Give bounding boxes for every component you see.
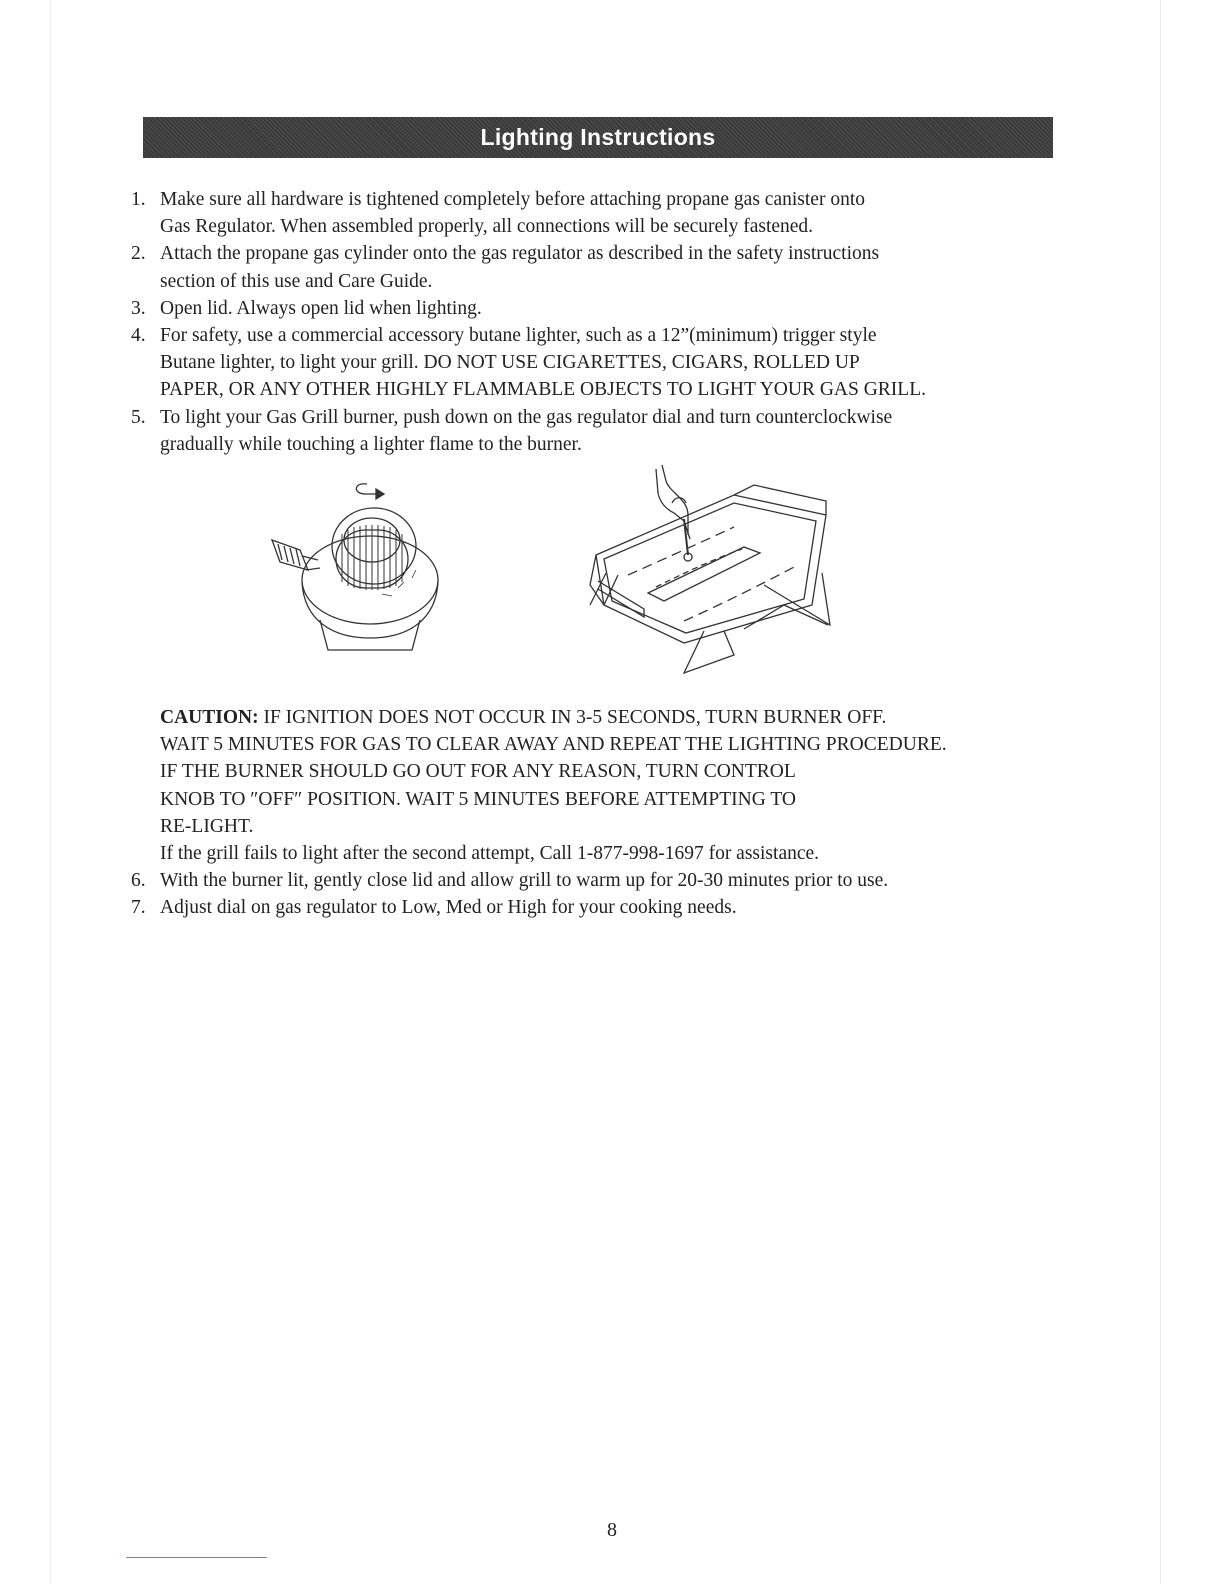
caution-text: IF IGNITION DOES NOT OCCUR IN 3-5 SECONDS, TURN BURNER OFF.: [258, 707, 887, 728]
caution-line: RE-LIGHT.: [160, 815, 254, 837]
caution-line: WAIT 5 MINUTES FOR GAS TO CLEAR AWAY AND REPEAT THE LIGHTING PROCEDURE.: [160, 734, 947, 756]
step-text-line: To light your Gas Grill burner, push down on the gas regulator dial and turn counterclockwise: [160, 406, 893, 428]
step-text-line: Adjust dial on gas regulator to Low, Med or High for your cooking needs.: [160, 897, 737, 919]
section-title: Lighting Instructions: [480, 124, 716, 150]
step-number: 7.: [131, 897, 146, 919]
footer-rule: [126, 1557, 267, 1558]
step-item: [131, 867, 1091, 894]
step-text-line: section of this use and Care Guide.: [160, 270, 433, 292]
step-number: 5.: [131, 406, 146, 428]
step-number: 2.: [131, 243, 146, 265]
step-text-line: Make sure all hardware is tightened completely before attaching propane gas canister onto: [160, 189, 865, 210]
step-item: [131, 186, 1091, 240]
steps-list: [131, 186, 1091, 458]
page-edge-left: [50, 0, 51, 1584]
step-text-line: Attach the propane gas cylinder onto the gas regulator as described in the safety instructions: [160, 243, 880, 265]
step-text-line: Butane lighter, to light your grill. DO NOT USE CIGARETTES, CIGARS, ROLLED UP: [160, 352, 860, 374]
step-item: [131, 404, 1091, 458]
page-number: 8: [607, 1519, 617, 1541]
step-item: [131, 240, 1091, 294]
step-text-line: Open lid. Always open lid when lighting.: [160, 297, 482, 319]
gas-regulator-icon: [262, 470, 462, 670]
step-text-line: PAPER, OR ANY OTHER HIGHLY FLAMMABLE OBJECTS TO LIGHT YOUR GAS GRILL.: [160, 379, 927, 401]
caution-line: If the grill fails to light after the second attempt, Call 1-877-998-1697 for assistance.: [160, 843, 820, 865]
caution-line: KNOB TO ″OFF″ POSITION. WAIT 5 MINUTES BEFORE ATTEMPTING TO: [160, 788, 796, 810]
step-number: 3.: [131, 297, 146, 319]
section-banner: [143, 117, 1053, 158]
step-text-line: For safety, use a commercial accessory butane lighter, such as a 12”(minimum) trigger style: [160, 325, 877, 347]
step-number: 4.: [131, 325, 146, 347]
step-item: [131, 322, 1091, 404]
caution-line: [160, 704, 1100, 731]
step-item: [131, 295, 1091, 322]
caution-label: CAUTION:: [160, 707, 259, 728]
step-item: [131, 894, 1091, 921]
page-edge-right: [1160, 0, 1161, 1584]
step-text-line: gradually while touching a lighter flame to the burner.: [160, 433, 582, 455]
step-number: 6.: [131, 870, 146, 891]
caution-line: IF THE BURNER SHOULD GO OUT FOR ANY REASON, TURN CONTROL: [160, 761, 796, 783]
step-number: 1.: [131, 189, 146, 210]
caution-block: [160, 704, 1100, 867]
steps-list-continued: [131, 867, 1091, 921]
step-text-line: Gas Regulator. When assembled properly, all connections will be securely fastened.: [160, 216, 814, 238]
grill-lighting-icon: [584, 455, 846, 680]
step-text-line: With the burner lit, gently close lid and allow grill to warm up for 20-30 minutes prior to use.: [160, 870, 889, 891]
